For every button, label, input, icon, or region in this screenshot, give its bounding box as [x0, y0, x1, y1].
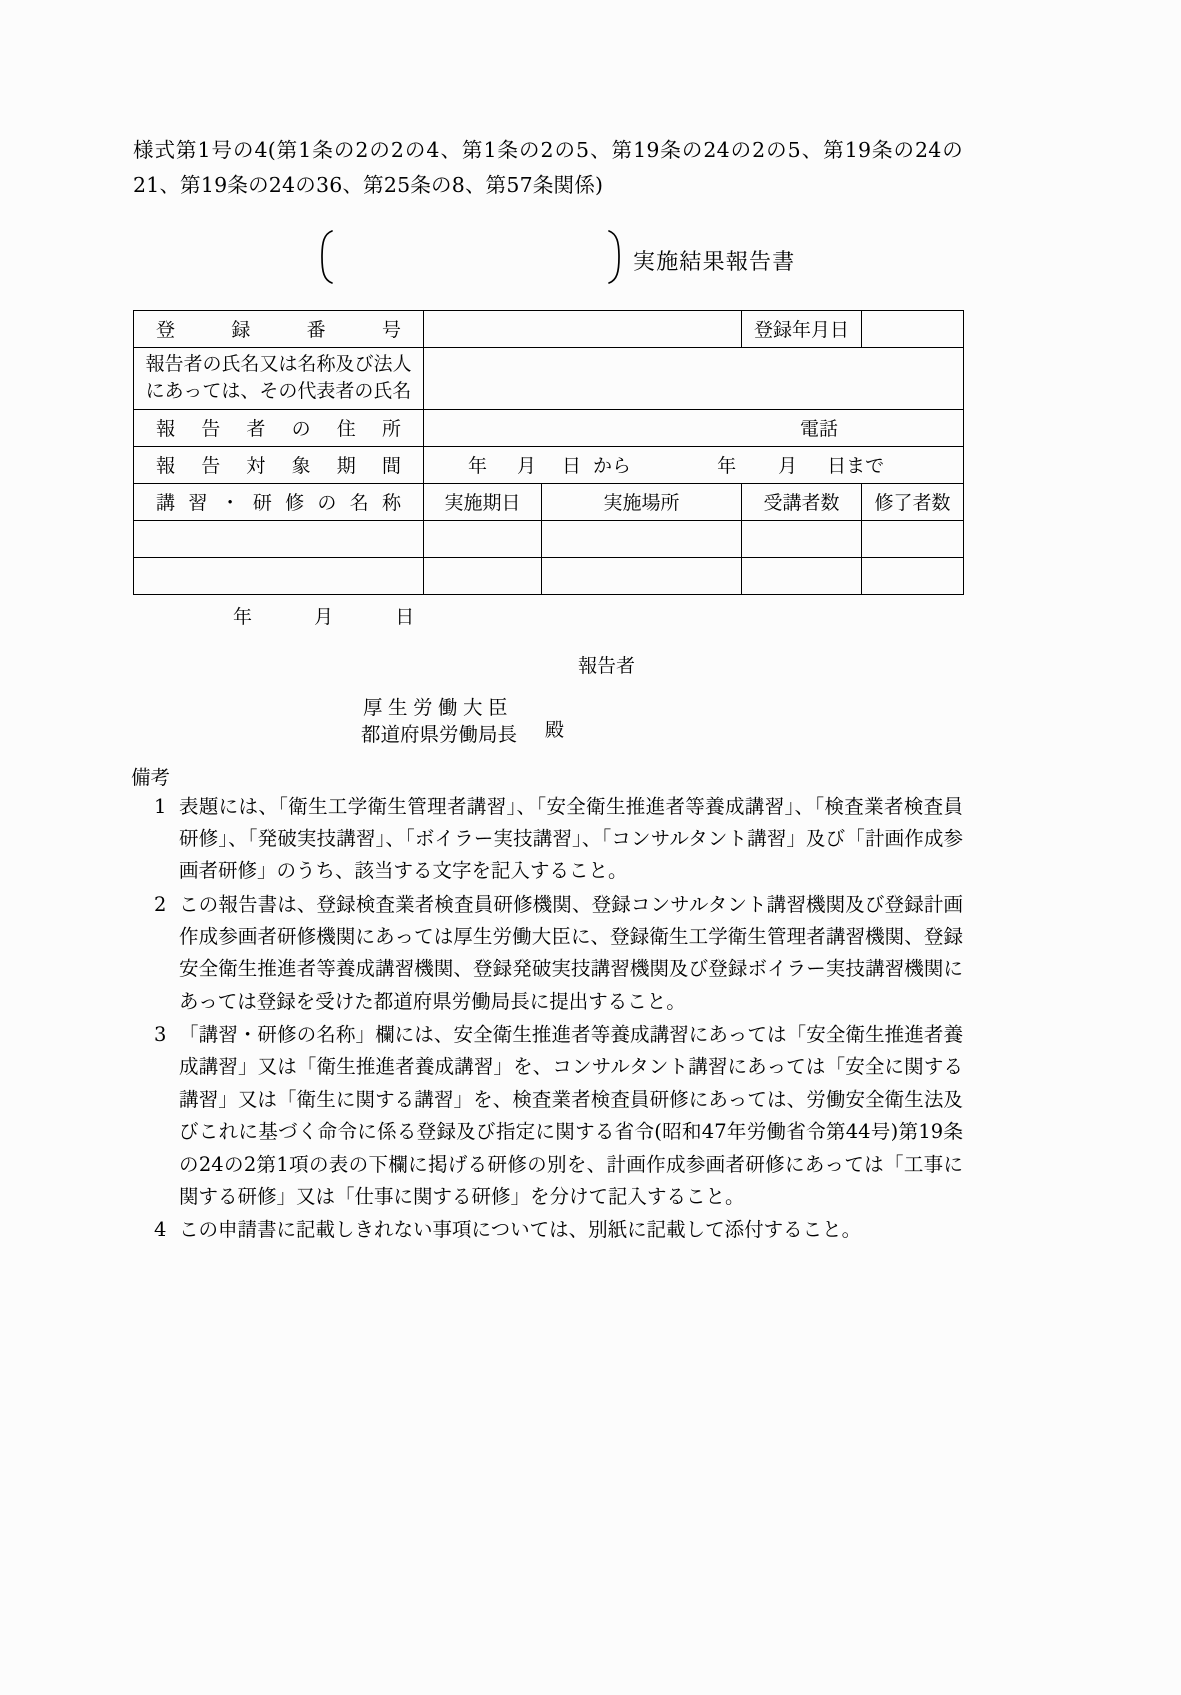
- cell-value-reporter-name[interactable]: [424, 347, 964, 409]
- cell-label-report-period: 報告対象期間: [134, 446, 424, 483]
- notes-section: [133, 762, 963, 1247]
- period-fields: [424, 451, 963, 478]
- addressee-bureau-chief: 都道府県労働局長: [361, 723, 518, 747]
- note-text: この報告書は、登録検査業者検査員研修機関、登録コンサルタント講習機関及び登録計画作成参画者研修機関にあっては厚生労働大臣に、登録衛生工学衛生管理者講習機関、登録安全衛生推進者等養成講習機関、登録発破実技講習機関及び登録ボイラー実技講習機関にあっては登録を受けた都道府県労働局長に提出すること。: [179, 892, 963, 1013]
- page-title: 実施結果報告書: [633, 249, 796, 275]
- period-year-from: 年: [468, 455, 488, 478]
- cell-completers[interactable]: [862, 520, 964, 557]
- period-year-to: 年: [717, 455, 737, 478]
- cell-label-reporter-name: 報告者の氏名又は名称及び法人 にあっては、その代表者の氏名: [134, 347, 424, 409]
- submission-date-year: 年: [233, 605, 253, 628]
- addressee-block: [133, 694, 963, 756]
- cell-place-held[interactable]: [542, 557, 742, 594]
- table-row-registration: [134, 310, 964, 347]
- reporter-signature-label: 報告者: [578, 654, 636, 677]
- note-item: [133, 1019, 963, 1213]
- cell-value-registration-number[interactable]: [424, 310, 742, 347]
- table-row-reporter-address: [134, 409, 964, 446]
- submission-date-line[interactable]: [133, 602, 963, 629]
- document-body: [133, 133, 963, 1247]
- cell-course-name[interactable]: [134, 520, 424, 557]
- table-row: [134, 557, 964, 594]
- note-item: [133, 791, 963, 888]
- cell-date-held[interactable]: [424, 557, 542, 594]
- cell-value-registration-date[interactable]: [862, 310, 964, 347]
- note-text: 「講習・研修の名称」欄には、安全衛生推進者等養成講習にあっては「安全衛生推進者養成講習」又は「衛生推進者養成講習」を、コンサルタント講習にあっては「安全に関する講習」又は「衛生に関する講習」を、検査業者検査員研修にあっては、労働安全衛生法及びこれに基づく命令に係る登録及び指定に関する省令(昭和47年労働省令第44号)第19条の24の2第1項の表の下欄に掲げる研修の別を、計画作成参画者研修にあっては「工事に関する研修」又は「仕事に関する研修」を分けて記入すること。: [179, 1023, 963, 1208]
- note-text: この申請書に記載しきれない事項については、別紙に記載して添付すること。: [179, 1218, 862, 1242]
- cell-attendees[interactable]: [742, 557, 862, 594]
- table-row-report-period: [134, 446, 964, 483]
- table-row-reporter-name: [134, 347, 964, 409]
- note-number: 4: [154, 1218, 167, 1242]
- column-header-attendees: 受講者数: [742, 483, 862, 520]
- addressee-honorific: 殿: [545, 718, 565, 741]
- note-number: 2: [154, 892, 167, 916]
- note-item: [133, 889, 963, 1018]
- cell-label-reporter-address: 報告者の住所: [134, 409, 424, 446]
- form-number-heading: 様式第1号の4(第1条の2の2の4、第1条の2の5、第19条の24の2の5、第19条の24の21、第19条の24の36、第25条の8、第57条関係): [133, 138, 963, 198]
- addressee-names: [361, 694, 517, 749]
- addressee-minister: 厚生労働大臣: [363, 695, 514, 719]
- table-row: [134, 520, 964, 557]
- period-day-from: 日: [562, 455, 582, 478]
- cell-completers[interactable]: [862, 557, 964, 594]
- column-header-completers: 修了者数: [862, 483, 964, 520]
- cell-course-name[interactable]: [134, 557, 424, 594]
- cell-value-report-period[interactable]: [424, 446, 964, 483]
- period-day-to: 日まで: [827, 455, 885, 478]
- note-text: 表題には、「衛生工学衛生管理者講習」、「安全衛生推進者等養成講習」、「検査業者検査員研修」、「発破実技講習」、「ボイラー実技講習」、「コンサルタント講習」及び「計画作成参画者研修」のうち、該当する文字を記入すること。: [179, 794, 963, 883]
- note-number: 1: [154, 794, 167, 818]
- cell-label-registration-number: 登録番号: [134, 310, 424, 347]
- cell-attendees[interactable]: [742, 520, 862, 557]
- cell-place-held[interactable]: [542, 520, 742, 557]
- note-number: 3: [154, 1023, 167, 1047]
- telephone-label: 電話: [799, 418, 838, 441]
- period-from-label: から: [593, 455, 632, 478]
- report-form-table: [133, 310, 964, 595]
- document-title-row: [133, 228, 963, 290]
- cell-label-registration-date: 登録年月日: [742, 310, 862, 347]
- period-month-from: 月: [517, 455, 537, 478]
- column-header-place-held: 実施場所: [542, 483, 742, 520]
- column-header-course-name: 講習・研修の名称: [134, 483, 424, 520]
- cell-value-reporter-address[interactable]: [424, 409, 964, 446]
- period-month-to: 月: [778, 455, 798, 478]
- cell-date-held[interactable]: [424, 520, 542, 557]
- note-item: [133, 1214, 963, 1246]
- table-header-row-courses: [134, 483, 964, 520]
- column-header-date-held: 実施期日: [424, 483, 542, 520]
- submission-date-day: 日: [395, 605, 415, 628]
- notes-heading: 備考: [131, 765, 171, 789]
- submission-date-month: 月: [314, 605, 334, 628]
- title-bracket-icon: [318, 228, 623, 286]
